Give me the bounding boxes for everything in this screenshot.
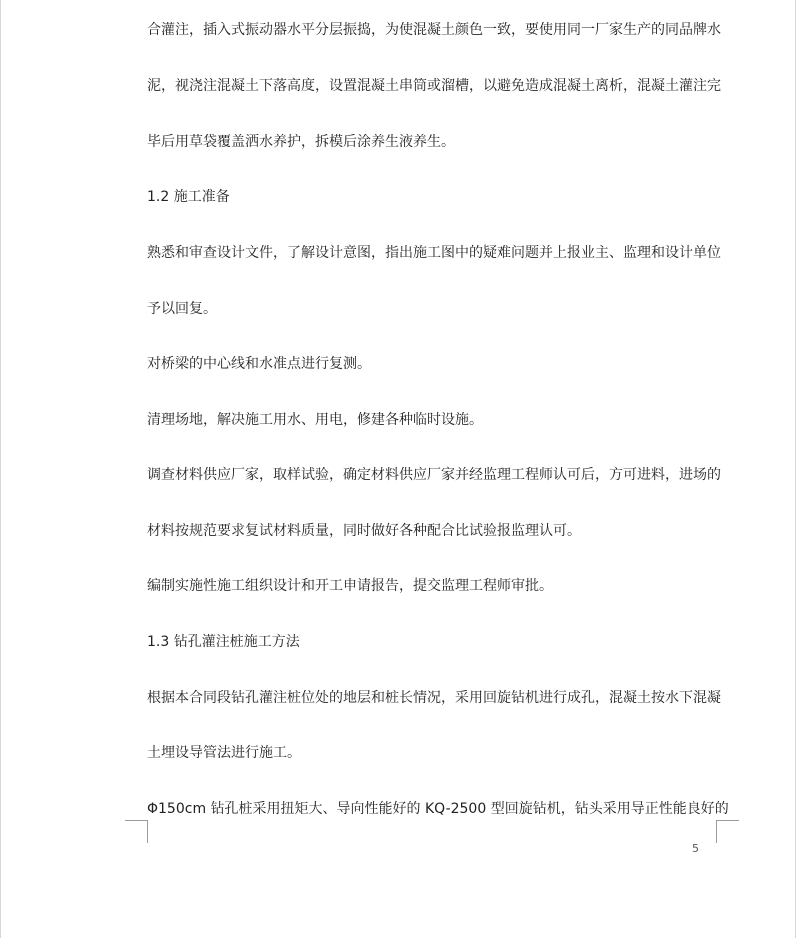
margin-corner-mark: [716, 820, 739, 843]
paragraph-line: 予以回复。: [147, 301, 217, 317]
section-heading: 1.2 施工准备: [147, 189, 230, 205]
paragraph-line: 材料按规范要求复试材料质量，同时做好各种配合比试验报监理认可。: [147, 523, 581, 539]
paragraph-line: 对桥梁的中心线和水准点进行复测。: [147, 356, 371, 372]
paragraph-line: 根据本合同段钻孔灌注桩位处的地层和桩长情况，采用回旋钻机进行成孔，混凝土按水下混凝: [147, 690, 721, 706]
paragraph-line: 清理场地，解决施工用水、用电，修建各种临时设施。: [147, 412, 483, 428]
paragraph-line: 土埋设导管法进行施工。: [147, 745, 301, 761]
paragraph-line: Φ150cm 钻孔桩采用扭矩大、导向性能好的 KQ-2500 型回旋钻机，钻头采用导正性能良好的: [147, 801, 729, 817]
page-number: 5: [692, 842, 699, 855]
paragraph-line: 编制实施性施工组织设计和开工申请报告，提交监理工程师审批。: [147, 578, 553, 594]
paragraph-line: 熟悉和审查设计文件，了解设计意图，指出施工图中的疑难问题并上报业主、监理和设计单位: [147, 245, 721, 261]
paragraph-line: 调查材料供应厂家，取样试验，确定材料供应厂家并经监理工程师认可后，方可进料，进场的: [147, 467, 721, 483]
paragraph-line: 毕后用草袋覆盖洒水养护，拆模后涂养生液养生。: [147, 134, 455, 150]
paragraph-line: 泥，视浇注混凝土下落高度，设置混凝土串筒或溜槽，以避免造成混凝土离析，混凝土灌注完: [147, 78, 721, 94]
paragraph-line: 合灌注，插入式振动器水平分层振捣，为使混凝土颜色一致，要使用同一厂家生产的同品牌水: [147, 22, 721, 38]
section-heading: 1.3 钻孔灌注桩施工方法: [147, 634, 300, 650]
margin-corner-mark: [125, 820, 148, 843]
